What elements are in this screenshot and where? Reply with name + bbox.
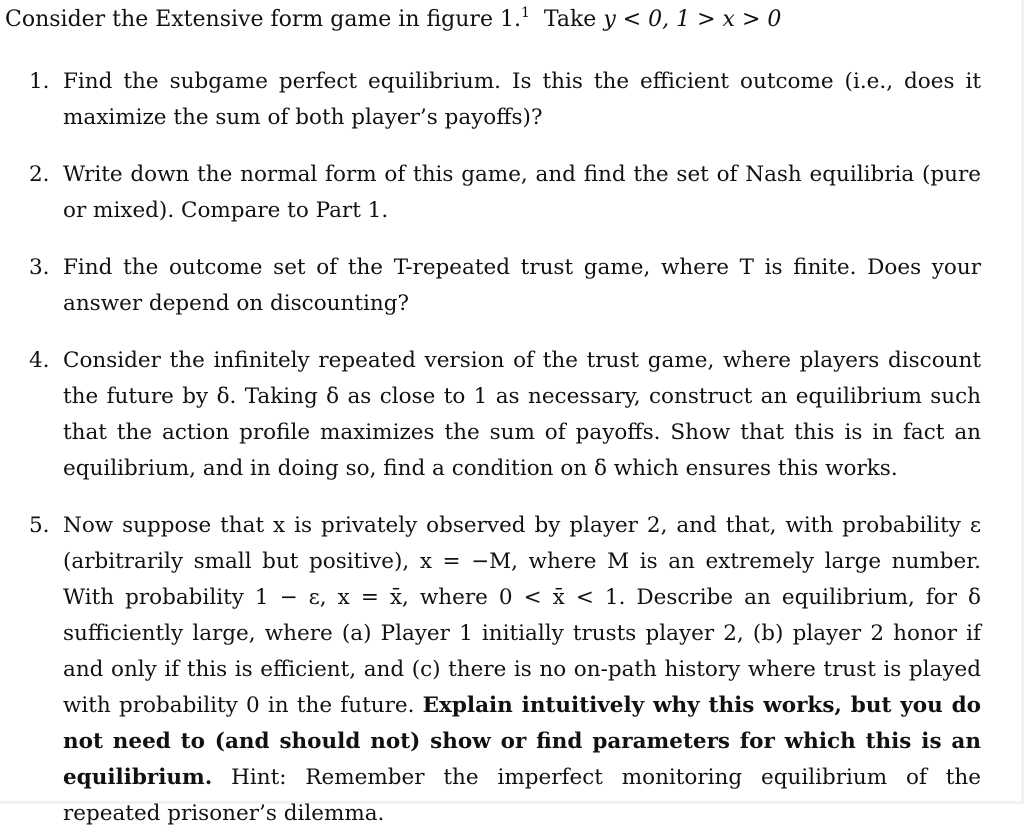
intro-take: Take	[543, 7, 597, 32]
intro-condition: y < 0, 1 > x > 0	[603, 7, 782, 32]
question-item-1	[29, 64, 981, 136]
item-text: Find the subgame perfect equilibrium. Is this the efficient outcome (i.e., does it maximize the sum of both player’s payoffs)?	[63, 69, 981, 130]
question-item-2	[29, 157, 981, 229]
question-item-5	[29, 508, 981, 832]
item-number: 1.	[29, 69, 50, 94]
intro-text: Consider the Extensive form game in figure 1.	[5, 7, 521, 32]
item-number: 5.	[29, 513, 50, 538]
intro-paragraph	[5, 6, 781, 34]
question-item-3	[29, 250, 981, 322]
item-text-part-a: Now suppose that x is privately observed by player 2, and that, with probability ε (arbitrarily small but positive), x = −M, where M is an extremely large number. With probability 1 − ε, x = x̄, where 0 < x̄ < 1. Describe an equilibrium, for δ sufficiently large, where (a) Player 1 initially trusts player 2, (b) player 2 honor if and only if this is efficient, and (c) there is no on-path history where trust is played with probability 0 in the future.	[63, 513, 981, 718]
item-number: 4.	[29, 348, 50, 373]
item-number: 2.	[29, 162, 50, 187]
item-number: 3.	[29, 255, 50, 280]
item-text-hint: Hint: Remember the imperfect monitoring equilibrium of the repeated prisoner’s dilemma.	[63, 765, 981, 826]
item-text: Find the outcome set of the T-repeated trust game, where T is finite. Does your answer depend on discounting?	[63, 255, 981, 316]
item-text: Write down the normal form of this game, and find the set of Nash equilibria (pure or mixed). Compare to Part 1.	[63, 162, 981, 223]
item-text-bold: Explain intuitively why this works, but you do not need to (and should not) show or find parameters for which this is an equilibrium.	[63, 693, 981, 790]
item-text	[63, 508, 981, 832]
footnote-marker[interactable]: 1	[520, 5, 530, 21]
item-text: Consider the infinitely repeated version of the trust game, where players discount the future by δ. Taking δ as close to 1 as necessary, construct an equilibrium such that the action profile maximizes the sum of payoffs. Show that this is in fact an equilibrium, and in doing so, find a condition on δ which ensures this works.	[63, 348, 981, 481]
question-item-4	[29, 343, 981, 487]
